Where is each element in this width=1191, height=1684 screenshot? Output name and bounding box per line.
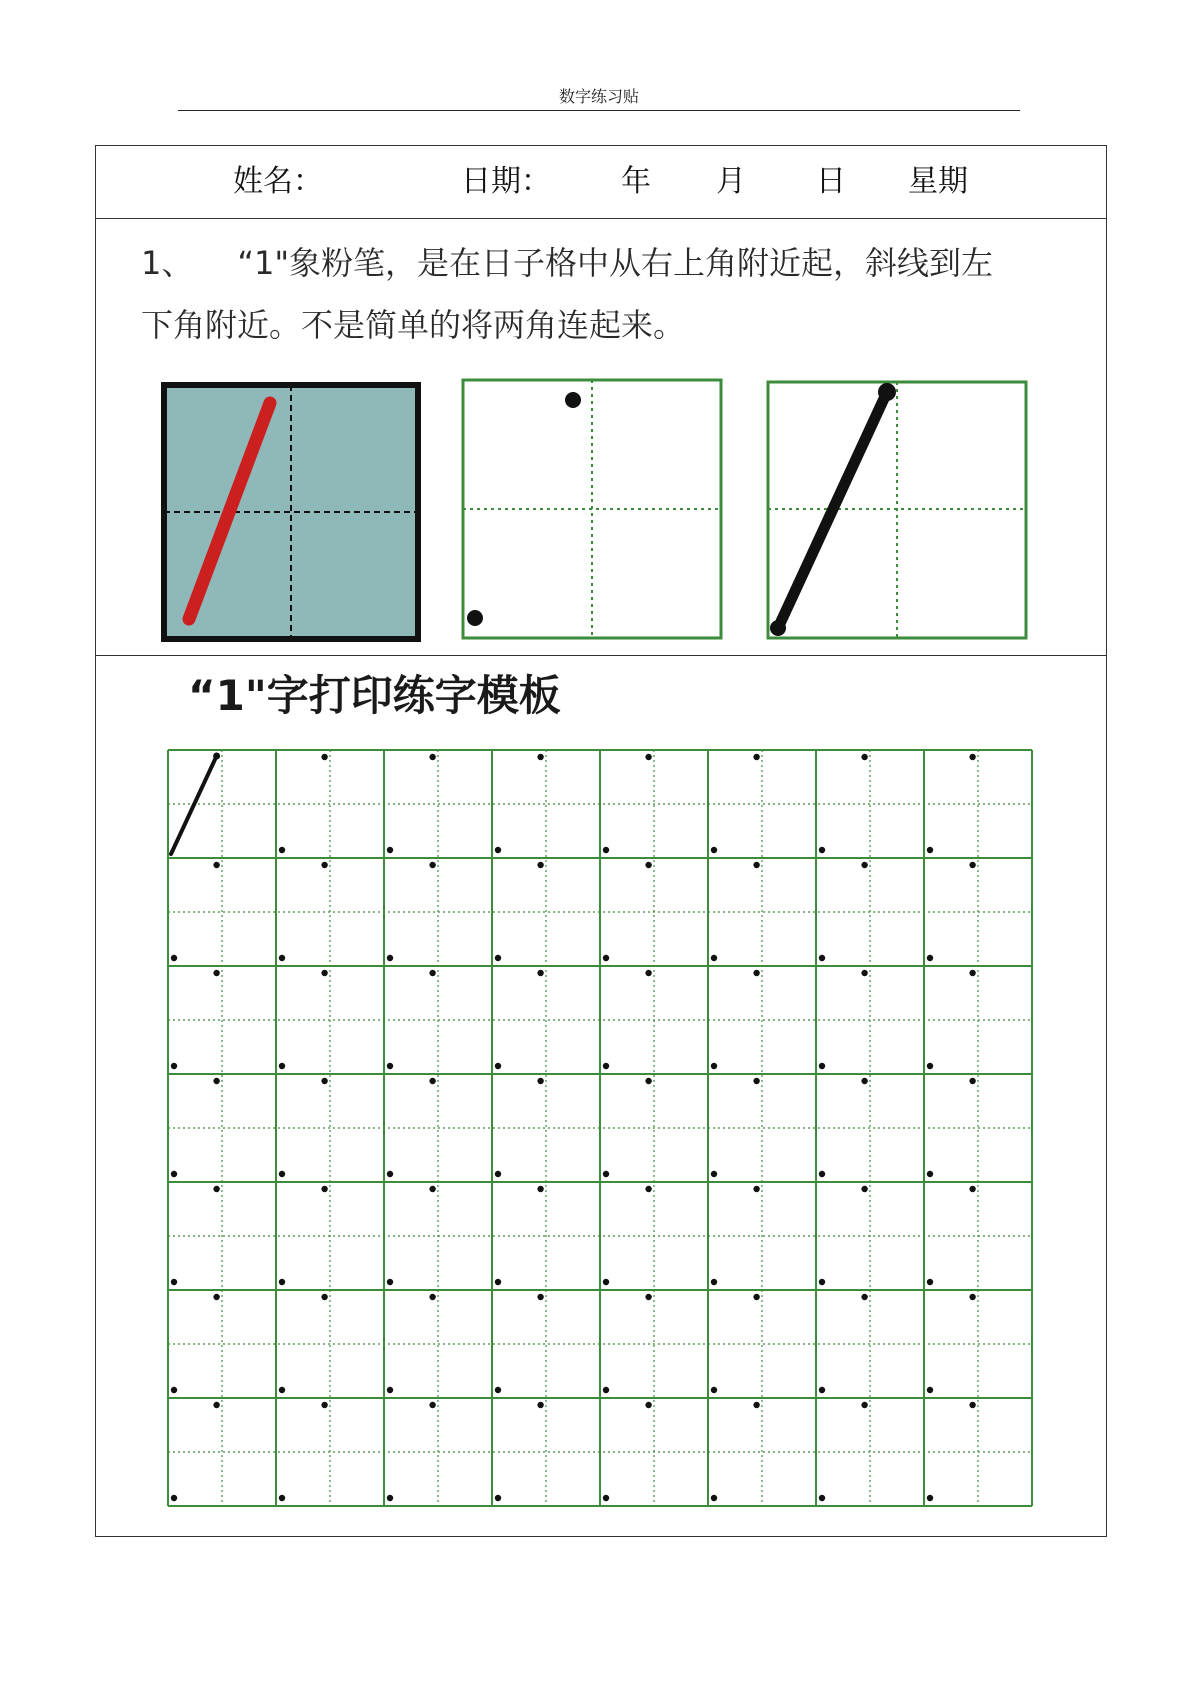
end-dot bbox=[495, 1279, 501, 1285]
demo-cell-black-stroke bbox=[766, 378, 1028, 642]
start-dot bbox=[537, 1294, 543, 1300]
end-dot bbox=[927, 1279, 933, 1285]
start-dot bbox=[537, 1402, 543, 1408]
end-dot bbox=[495, 1495, 501, 1501]
end-dot bbox=[819, 1387, 825, 1393]
end-dot bbox=[467, 610, 483, 626]
lesson-section bbox=[96, 218, 1106, 656]
start-dot bbox=[753, 970, 759, 976]
start-dot bbox=[645, 1402, 651, 1408]
end-dot bbox=[387, 955, 393, 961]
end-dot bbox=[711, 1387, 717, 1393]
end-dot bbox=[603, 955, 609, 961]
start-dot bbox=[213, 862, 219, 868]
end-dot bbox=[603, 1387, 609, 1393]
date-label: 日期： bbox=[461, 164, 551, 199]
practice-section bbox=[96, 656, 1106, 1536]
end-dot bbox=[171, 1171, 177, 1177]
start-dot bbox=[565, 392, 581, 408]
start-dot bbox=[861, 1402, 867, 1408]
start-dot bbox=[753, 1078, 759, 1084]
page-header-title: 数字练习贴 bbox=[558, 87, 639, 106]
year-label: 年 bbox=[621, 164, 651, 199]
end-dot bbox=[819, 1171, 825, 1177]
start-dot bbox=[753, 754, 759, 760]
start-dot bbox=[321, 1294, 327, 1300]
start-dot bbox=[429, 1402, 435, 1408]
end-dot bbox=[711, 847, 717, 853]
end-dot bbox=[495, 955, 501, 961]
stroke-start-dot bbox=[878, 383, 896, 401]
start-dot bbox=[969, 1402, 975, 1408]
end-dot bbox=[279, 847, 285, 853]
start-dot bbox=[753, 1186, 759, 1192]
end-dot bbox=[279, 1171, 285, 1177]
start-dot bbox=[213, 1402, 219, 1408]
end-dot bbox=[279, 1279, 285, 1285]
start-dot bbox=[321, 1186, 327, 1192]
start-dot bbox=[321, 1402, 327, 1408]
start-dot bbox=[645, 1186, 651, 1192]
demo-cell-dots bbox=[461, 378, 723, 642]
start-dot bbox=[213, 1186, 219, 1192]
practice-grid bbox=[166, 746, 1046, 1518]
end-dot bbox=[603, 847, 609, 853]
start-dot bbox=[969, 1186, 975, 1192]
end-dot bbox=[279, 955, 285, 961]
start-dot bbox=[645, 754, 651, 760]
start-dot bbox=[537, 862, 543, 868]
end-dot bbox=[279, 1495, 285, 1501]
start-dot bbox=[537, 1186, 543, 1192]
template-title: “1"字打印练字模板 bbox=[188, 671, 561, 720]
lesson-text-line1: “1"象粉笔，是在日子格中从右上角附近起，斜线到左 bbox=[237, 244, 994, 282]
start-dot bbox=[429, 970, 435, 976]
end-dot bbox=[387, 1279, 393, 1285]
start-dot bbox=[537, 970, 543, 976]
start-dot bbox=[753, 1402, 759, 1408]
end-dot bbox=[279, 1063, 285, 1069]
end-dot bbox=[603, 1063, 609, 1069]
header-rule bbox=[178, 110, 1020, 111]
end-dot bbox=[603, 1279, 609, 1285]
end-dot bbox=[927, 1387, 933, 1393]
demo-cell-red-stroke bbox=[160, 381, 422, 643]
start-dot bbox=[321, 862, 327, 868]
start-dot bbox=[969, 754, 975, 760]
end-dot bbox=[495, 1171, 501, 1177]
start-dot bbox=[429, 1186, 435, 1192]
end-dot bbox=[603, 1495, 609, 1501]
end-dot bbox=[495, 1063, 501, 1069]
end-dot bbox=[171, 1279, 177, 1285]
start-dot bbox=[969, 1294, 975, 1300]
end-dot bbox=[387, 1171, 393, 1177]
lesson-instructions bbox=[141, 232, 1091, 356]
end-dot bbox=[819, 955, 825, 961]
start-dot bbox=[861, 1186, 867, 1192]
start-dot bbox=[969, 970, 975, 976]
end-dot bbox=[387, 1387, 393, 1393]
start-dot bbox=[861, 970, 867, 976]
end-dot bbox=[927, 1495, 933, 1501]
end-dot bbox=[171, 1387, 177, 1393]
end-dot bbox=[171, 1063, 177, 1069]
start-dot bbox=[969, 1078, 975, 1084]
end-dot bbox=[711, 1279, 717, 1285]
end-dot bbox=[927, 1063, 933, 1069]
end-dot bbox=[387, 847, 393, 853]
worksheet bbox=[95, 145, 1107, 1537]
month-label: 月 bbox=[716, 164, 746, 199]
sample-stroke-start-dot bbox=[213, 753, 220, 760]
end-dot bbox=[819, 1495, 825, 1501]
end-dot bbox=[387, 1495, 393, 1501]
end-dot bbox=[711, 955, 717, 961]
start-dot bbox=[861, 754, 867, 760]
start-dot bbox=[429, 862, 435, 868]
start-dot bbox=[645, 1078, 651, 1084]
end-dot bbox=[495, 1387, 501, 1393]
start-dot bbox=[321, 1078, 327, 1084]
start-dot bbox=[861, 1294, 867, 1300]
start-dot bbox=[213, 1294, 219, 1300]
weekday-label: 星期 bbox=[908, 164, 968, 199]
start-dot bbox=[969, 862, 975, 868]
start-dot bbox=[753, 862, 759, 868]
start-dot bbox=[213, 970, 219, 976]
start-dot bbox=[429, 1078, 435, 1084]
end-dot bbox=[171, 1495, 177, 1501]
start-dot bbox=[537, 1078, 543, 1084]
day-label: 日 bbox=[816, 164, 846, 199]
stroke-end-dot bbox=[770, 620, 786, 636]
start-dot bbox=[429, 754, 435, 760]
start-dot bbox=[645, 862, 651, 868]
sample-stroke bbox=[171, 756, 217, 854]
start-dot bbox=[645, 1294, 651, 1300]
start-dot bbox=[429, 1294, 435, 1300]
start-dot bbox=[645, 970, 651, 976]
start-dot bbox=[753, 1294, 759, 1300]
start-dot bbox=[861, 862, 867, 868]
lesson-text-line2: 下角附近。不是简单的将两角连起来。 bbox=[141, 306, 686, 344]
start-dot bbox=[321, 970, 327, 976]
end-dot bbox=[495, 847, 501, 853]
start-dot bbox=[321, 754, 327, 760]
end-dot bbox=[387, 1063, 393, 1069]
name-label: 姓名： bbox=[233, 164, 323, 199]
info-row bbox=[96, 146, 1106, 219]
end-dot bbox=[603, 1171, 609, 1177]
end-dot bbox=[711, 1063, 717, 1069]
end-dot bbox=[927, 847, 933, 853]
end-dot bbox=[171, 955, 177, 961]
start-dot bbox=[537, 754, 543, 760]
end-dot bbox=[279, 1387, 285, 1393]
start-dot bbox=[213, 1078, 219, 1084]
end-dot bbox=[927, 955, 933, 961]
end-dot bbox=[711, 1171, 717, 1177]
start-dot bbox=[861, 1078, 867, 1084]
end-dot bbox=[927, 1171, 933, 1177]
end-dot bbox=[819, 1063, 825, 1069]
lesson-number: 1、 bbox=[141, 244, 194, 282]
end-dot bbox=[819, 847, 825, 853]
end-dot bbox=[819, 1279, 825, 1285]
end-dot bbox=[711, 1495, 717, 1501]
